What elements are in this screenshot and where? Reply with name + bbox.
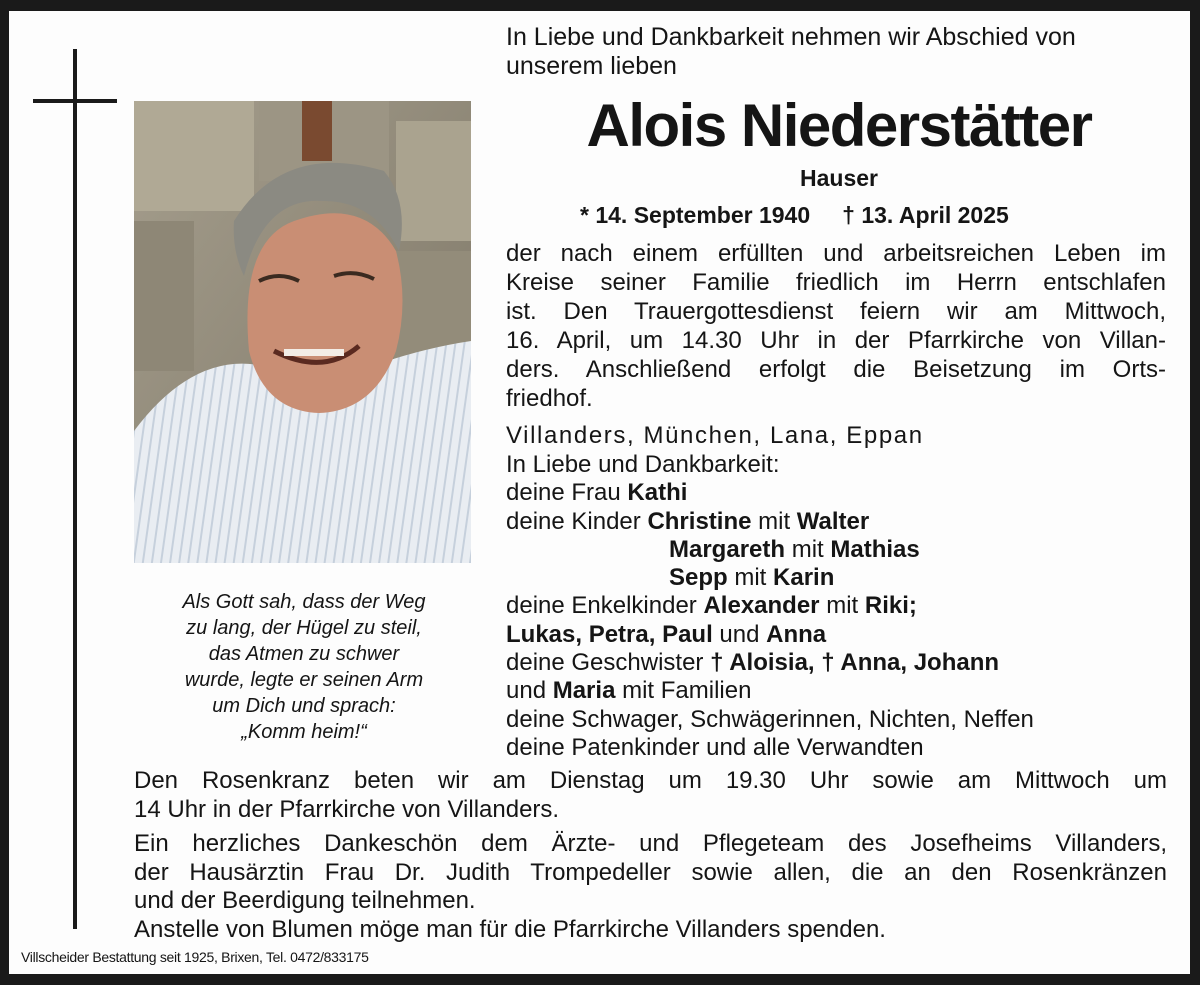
memorial-quote [145,589,463,745]
announcement-line: der nach einem erfüllten und arbeitsreichen Leben im [506,240,1166,267]
death-date: † 13. April 2025 [842,202,1009,228]
announcement-line: Kreise seiner Familie friedlich im Herrn entschlafen [506,269,1166,296]
announcement-line: ist. Den Trauergottesdienst feiern wir am Mittwoch, [506,298,1166,325]
obituary-card [9,11,1190,974]
intro-line: unserem lieben [506,52,677,80]
birth-date: * 14. September 1940 [580,202,811,228]
intro-line: In Liebe und Dankbarkeit nehmen wir Abschied von [506,23,1076,51]
closing-text [134,767,1167,944]
closing-line: und der Beerdigung teilnehmen. [134,887,476,914]
mourner-children: Margareth mit Mathias [669,535,920,563]
mourner-grandchildren: Lukas, Petra, Paul und Anna [506,620,827,648]
closing-line: Anstelle von Blumen möge man für die Pfarrkirche Villanders spenden. [134,915,886,943]
intro-text [506,23,1076,81]
quote-line: zu lang, der Hügel zu steil, [186,617,422,639]
mourner-siblings: und Maria mit Familien [506,677,752,705]
closing-line: 14 Uhr in der Pfarrkirche von Villanders. [134,795,560,823]
quote-line: Als Gott sah, dass der Weg [182,591,426,613]
portrait-photo [134,101,471,563]
mourners-list [506,451,1034,762]
closing-line: der Hausärztin Frau Dr. Judith Trompedeller sowie allen, die an den Rosenkränzen [134,858,1167,886]
announcement-line: friedhof. [506,385,593,412]
mourner-children: deine Kinder Christine mit Walter [506,507,870,535]
closing-line: Ein herzliches Dankeschön dem Ärzte- und Pflegeteam des Josefheims Villanders, [134,830,1167,857]
mourner-siblings: deine Geschwister † Aloisia, † Anna, Johann [506,649,1000,677]
life-dates [580,201,1009,229]
mourner-grandchildren: deine Enkelkinder Alexander mit Riki; [506,592,917,620]
mourners-intro: In Liebe und Dankbarkeit: [506,451,780,478]
quote-line: um Dich und sprach: [212,695,396,717]
deceased-nickname: Hauser [800,165,878,191]
quote-line: wurde, legte er seinen Arm [184,669,424,691]
deceased-name: Alois Niederstätter [586,92,1092,159]
family-places: Villanders, München, Lana, Eppan [506,422,924,449]
announcement-line: 16. April, um 14.30 Uhr in der Pfarrkirche von Villan- [506,327,1166,354]
mourner-inlaws: deine Schwager, Schwägerinnen, Nichten, Neffen [506,705,1034,733]
mourner-godchildren: deine Patenkinder und alle Verwandten [506,733,924,761]
mourner-children: Sepp mit Karin [669,564,835,592]
cross-icon-bar [33,99,117,103]
closing-line: Den Rosenkranz beten wir am Dienstag um 19.30 Uhr sowie am Mittwoch um [134,767,1167,794]
announcement-line: ders. Anschließend erfolgt die Beisetzung im Orts- [506,356,1166,383]
funeral-home-footer: Villscheider Bestattung seit 1925, Brixen, Tel. 0472/833175 [21,949,369,965]
funeral-announcement [506,239,1166,413]
mourner-wife: deine Frau Kathi [506,479,688,507]
quote-line: das Atmen zu schwer [208,643,400,665]
quote-line: „Komm heim!“ [241,721,367,743]
cross-icon [73,49,77,929]
